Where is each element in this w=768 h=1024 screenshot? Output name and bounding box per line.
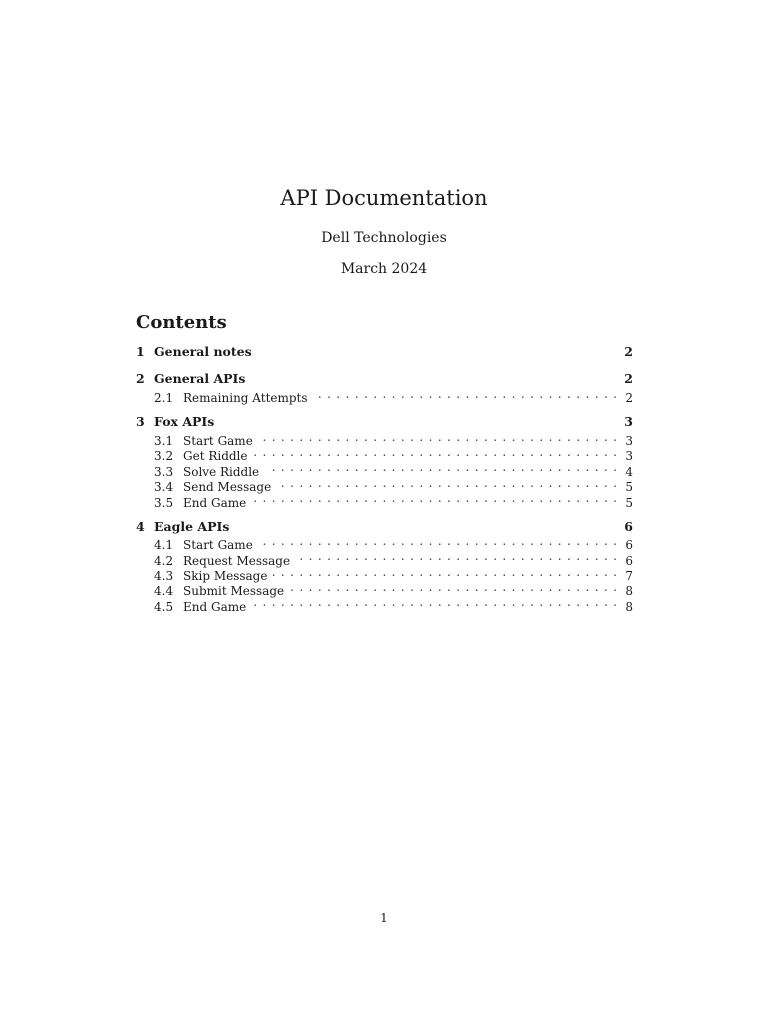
toc-leader-dots (252, 595, 617, 610)
toc-page-number: 2 (624, 371, 633, 387)
toc-page-number: 5 (625, 480, 633, 495)
toc-section-label: Eagle APIs (154, 518, 230, 534)
toc-subsection-label: Request Message (183, 553, 291, 568)
toc-subsection-number: 3.5 (154, 495, 174, 510)
toc-subsection-label: Start Game (183, 433, 253, 448)
toc-page-number: 3 (625, 449, 633, 464)
page-number: 1 (380, 911, 388, 925)
toc-section-number: 3 (136, 414, 145, 430)
toc-entry-general-apis[interactable] (136, 371, 633, 386)
toc-leader-dots (259, 430, 617, 445)
toc-page-number: 7 (625, 569, 633, 584)
toc-page-number: 8 (625, 584, 633, 599)
toc-leader-dots (273, 565, 617, 580)
toc-section (136, 518, 633, 614)
toc-subsection-label: Solve Riddle (183, 464, 260, 479)
toc-leader-dots (290, 580, 617, 595)
toc-leader-dots (296, 549, 617, 564)
toc-entry-general-notes[interactable] (136, 344, 633, 359)
toc-section-number: 4 (136, 518, 145, 534)
toc-page-number: 3 (625, 433, 633, 448)
document-title: API Documentation (280, 186, 488, 210)
toc-section-label: General APIs (154, 371, 246, 387)
toc-section-number: 2 (136, 371, 145, 387)
toc-page-number: 6 (625, 553, 633, 568)
toc-subsection-label: Get Riddle (183, 449, 248, 464)
toc-subsection-label: Send Message (183, 480, 272, 495)
toc-page-number: 2 (624, 344, 633, 359)
toc-subsection-label: Submit Message (183, 584, 285, 599)
toc-leader-dots (314, 387, 617, 402)
table-of-contents (136, 344, 633, 623)
toc-entry-fox-apis[interactable] (136, 414, 633, 429)
toc-page-number: 4 (625, 464, 633, 479)
toc-subsection-number: 3.3 (154, 464, 174, 479)
toc-subsection-label: End Game (183, 599, 247, 614)
toc-entry-fox-start-game[interactable] (136, 430, 633, 448)
toc-subsection-number: 2.1 (154, 391, 174, 406)
toc-subsection-number: 3.1 (154, 433, 174, 448)
toc-leader-dots (265, 460, 617, 475)
toc-section-label: General notes (154, 344, 252, 359)
document-date: March 2024 (340, 261, 428, 277)
toc-subsection-number: 3.2 (154, 449, 174, 464)
toc-page-number: 6 (625, 538, 633, 553)
toc-subsection-number: 3.4 (154, 480, 174, 495)
toc-subsection-label: Remaining Attempts (183, 391, 308, 406)
toc-section-label: Fox APIs (154, 414, 215, 430)
toc-subsection-number: 4.5 (154, 599, 174, 614)
toc-leader-dots (252, 491, 617, 506)
toc-page-number: 5 (625, 495, 633, 510)
toc-section (136, 414, 633, 510)
toc-subsection-number: 4.4 (154, 584, 174, 599)
toc-subsection-number: 4.2 (154, 553, 174, 568)
toc-page-number: 3 (624, 414, 633, 430)
document-author: Dell Technologies (321, 230, 447, 246)
toc-subsection-label: End Game (183, 495, 247, 510)
toc-page-number: 2 (625, 391, 633, 406)
toc-page-number: 6 (624, 518, 633, 534)
toc-subsection-number: 4.1 (154, 538, 174, 553)
toc-section-number: 1 (136, 344, 145, 359)
toc-entry-eagle-start-game[interactable] (136, 534, 633, 553)
toc-page-number: 8 (625, 599, 633, 614)
toc-leader-dots (259, 534, 617, 549)
toc-section (136, 371, 633, 406)
toc-entry-eagle-apis[interactable] (136, 519, 633, 534)
toc-subsection-label: Skip Message (183, 569, 268, 584)
toc-section (136, 344, 633, 359)
toc-subsection-number: 4.3 (154, 569, 174, 584)
toc-leader-dots (254, 445, 618, 460)
toc-subsection-label: Start Game (183, 538, 253, 553)
toc-leader-dots (277, 476, 617, 491)
contents-heading: Contents (136, 312, 227, 333)
toc-entry-remaining-attempts[interactable] (136, 387, 633, 406)
